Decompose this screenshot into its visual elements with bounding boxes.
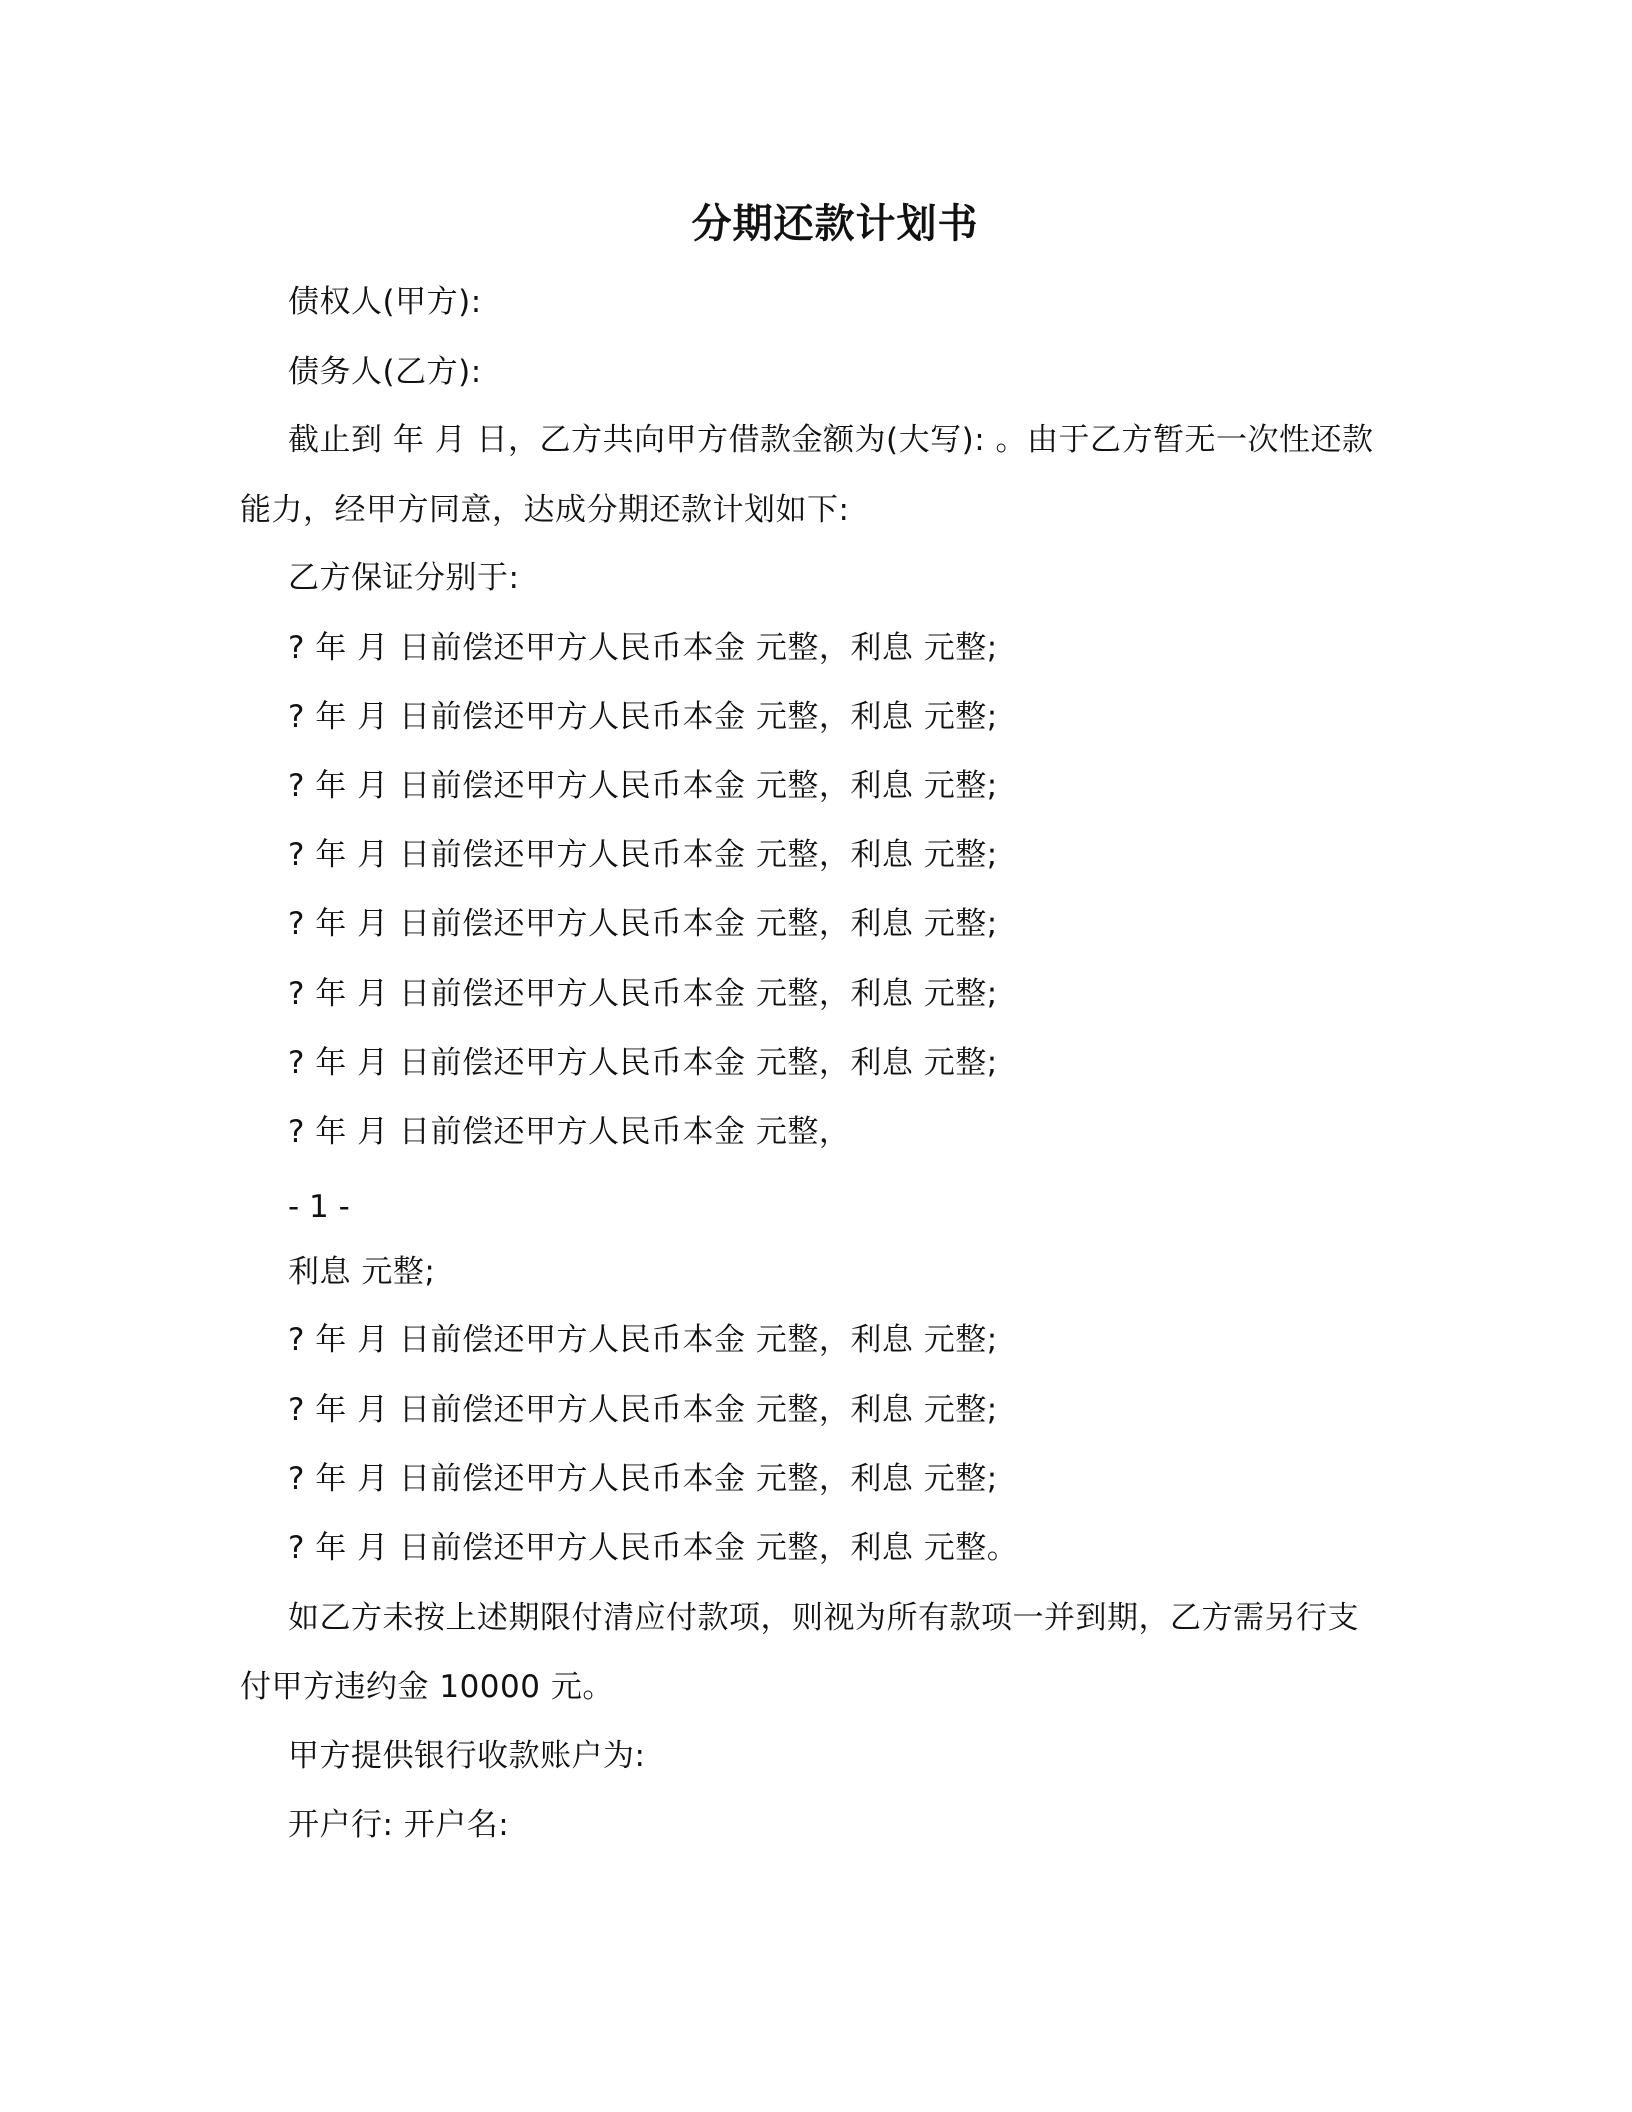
installment-line: ? 年 月 日前偿还甲方人民币本金 元整，利息 元整; [288, 1392, 998, 1428]
intro-line-2: 能力，经甲方同意，达成分期还款计划如下: [240, 492, 850, 528]
penalty-line-1: 如乙方未按上述期限付清应付款项，则视为所有款项一并到期，乙方需另行支 [288, 1600, 1359, 1636]
intro-line-1: 截止到 年 月 日，乙方共向甲方借款金额为(大写): 。由于乙方暂无一次性还款 [288, 422, 1374, 458]
installment-line: ? 年 月 日前偿还甲方人民币本金 元整，利息 元整; [288, 630, 998, 666]
debtor-line: 债务人(乙方): [288, 354, 482, 390]
document-title: 分期还款计划书 [691, 201, 979, 247]
creditor-line: 债权人(甲方): [288, 284, 482, 320]
installment-line: ? 年 月 日前偿还甲方人民币本金 元整，利息 元整; [288, 699, 998, 735]
bank-account-line: 甲方提供银行收款账户为: [288, 1738, 646, 1774]
installment-line: ? 年 月 日前偿还甲方人民币本金 元整，利息 元整; [288, 768, 998, 804]
bank-details-line: 开户行: 开户名: [288, 1807, 510, 1843]
installment-line: ? 年 月 日前偿还甲方人民币本金 元整，利息 元整; [288, 1322, 998, 1358]
installment-line: ? 年 月 日前偿还甲方人民币本金 元整，利息 元整; [288, 837, 998, 873]
continued-interest-line: 利息 元整; [288, 1254, 436, 1290]
installment-line: ? 年 月 日前偿还甲方人民币本金 元整，利息 元整; [288, 1045, 998, 1081]
installment-line: ? 年 月 日前偿还甲方人民币本金 元整，利息 元整。 [288, 1530, 1019, 1566]
installment-line: ? 年 月 日前偿还甲方人民币本金 元整，利息 元整; [288, 976, 998, 1012]
installment-line: ? 年 月 日前偿还甲方人民币本金 元整，利息 元整; [288, 1461, 998, 1497]
installment-line: ? 年 月 日前偿还甲方人民币本金 元整，利息 元整; [288, 906, 998, 942]
installment-line: ? 年 月 日前偿还甲方人民币本金 元整， [288, 1114, 851, 1150]
penalty-line-2: 付甲方违约金 10000 元。 [240, 1669, 614, 1705]
guarantee-line: 乙方保证分别于: [288, 560, 520, 596]
page-number: - 1 - [288, 1189, 350, 1225]
